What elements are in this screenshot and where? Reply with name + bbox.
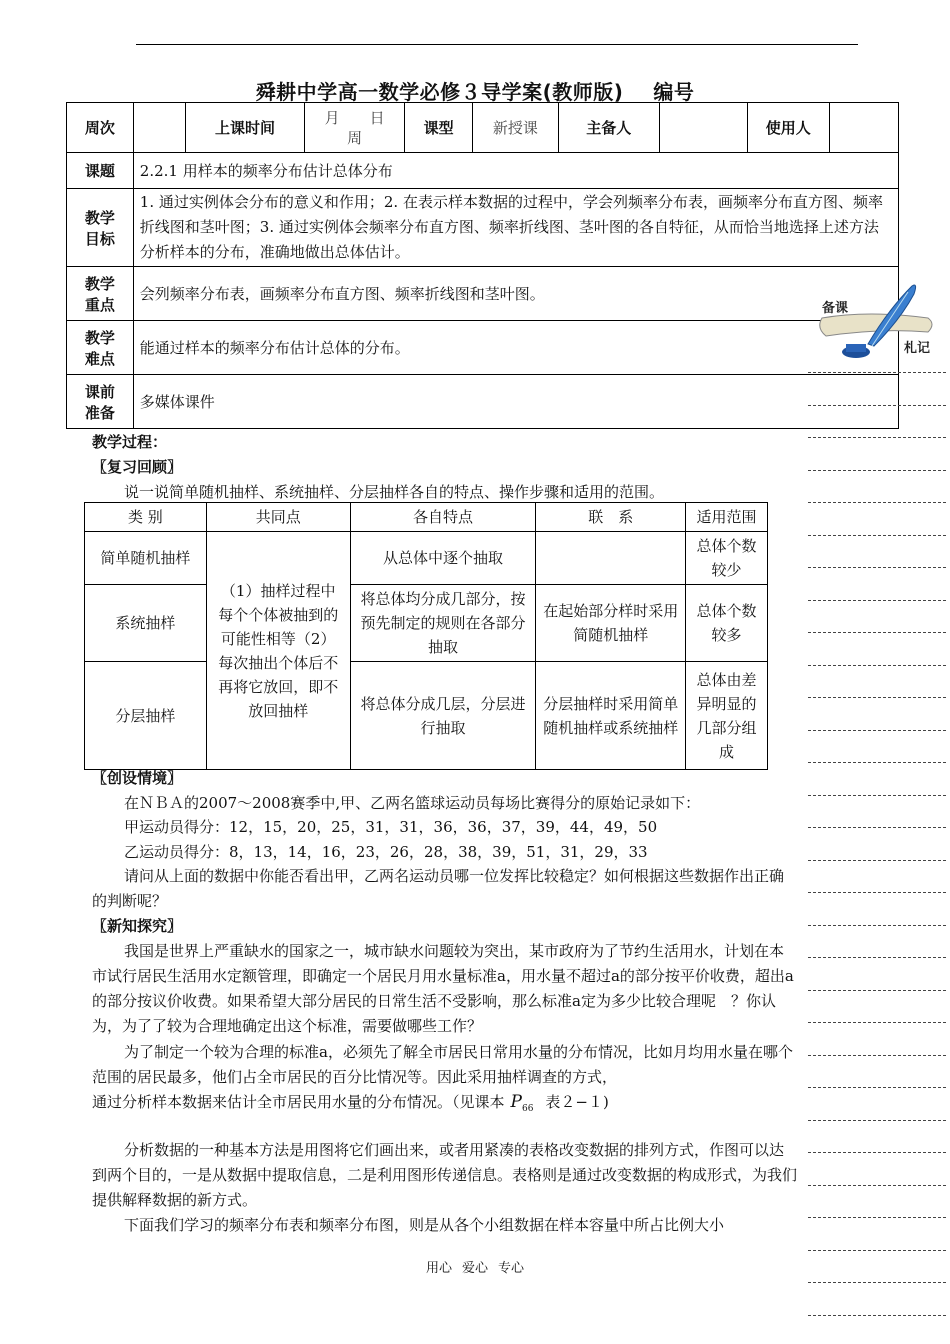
- row-kind: 系统抽样: [85, 585, 207, 662]
- note-line: [808, 1217, 946, 1218]
- note-line: [808, 1055, 946, 1056]
- row-kind: 分层抽样: [85, 662, 207, 770]
- scenario-question: 请问从上面的数据中你能否看出甲，乙两名运动员哪一位发挥比较稳定？如何根据这些数据作出正确的判断呢？: [92, 867, 785, 910]
- goal-label-line2: 目标: [84, 229, 115, 248]
- difficulty-label-line2: 难点: [84, 349, 115, 368]
- header-rule: [136, 44, 858, 45]
- notes-logo: [808, 280, 946, 370]
- note-line: [808, 990, 946, 991]
- explore-p2b-text: 通过分析样本数据来估计全市居民用水量的分布情况。（见课本: [92, 1093, 505, 1111]
- col-header-feature: 各自特点: [350, 503, 536, 532]
- note-line: [808, 632, 946, 633]
- number-label: 编号: [653, 80, 695, 104]
- difficulty-value: 能通过样本的频率分布估计总体的分布。: [133, 321, 898, 375]
- footer-word-2: 爱心: [461, 1261, 488, 1276]
- logo-text-1: 备课: [822, 301, 849, 316]
- scores-jia: 甲运动员得分：12，15，20，25，31，31，36，36，37，39，44，49，50: [124, 818, 658, 836]
- preparer-value: [659, 103, 747, 153]
- note-line: [808, 762, 946, 763]
- row-feature: 将总体分成几层，分层进行抽取: [350, 662, 536, 770]
- page-title: [0, 76, 950, 105]
- note-line: [808, 795, 946, 796]
- row-feature: 从总体中逐个抽取: [350, 532, 536, 585]
- key-label-line2: 重点: [84, 295, 115, 314]
- page-number: 66: [521, 1104, 534, 1114]
- row-scope: 总体个数较少: [686, 532, 768, 585]
- note-line: [808, 1152, 946, 1153]
- explore-p1: 我国是世界上严重缺水的国家之一，城市缺水问题较为突出，某市政府为了节约生活用水，计划在本市试行居民生活用水定额管理，即确定一个居民月用水量标准a，用水量不超过a的部分按平价收费，超出a的部分按议价收费。如果希望大部分居民的日常生活不受影响，那么标准a定为多少比较合理呢 ？你认为，为了了较为合理地确定出这个标准，需要做哪些工作？: [92, 942, 794, 1035]
- time-value: [304, 103, 404, 153]
- row-link: 在起始部分样时采用简随机抽样: [536, 585, 686, 662]
- note-line: [808, 600, 946, 601]
- review-heading: 〖复习回顾〗: [92, 458, 183, 476]
- review-question: 说一说简单随机抽样、系统抽样、分层抽样各自的特点、操作步骤和适用的范围。: [124, 483, 665, 501]
- explore-p4: 下面我们学习的频率分布表和频率分布图，则是从各个小组数据在样本容量中所占比例大小: [124, 1216, 725, 1234]
- topic-label: 课题: [67, 153, 134, 189]
- note-line: [808, 860, 946, 861]
- row-scope: 总体个数较多: [686, 585, 768, 662]
- explore-p2a: 为了制定一个较为合理的标准a，必须先了解全市居民日常用水量的分布情况，比如月均用水量在哪个范围的居民最多，他们占全市居民的百分比情况等。因此采用抽样调查的方式，: [92, 1043, 793, 1086]
- lesson-info-table: [66, 102, 899, 429]
- note-line: [808, 535, 946, 536]
- note-line: [808, 1120, 946, 1121]
- row-link: 分层抽样时采用简单随机抽样或系统抽样: [536, 662, 686, 770]
- footer-word-1: 用心: [425, 1261, 452, 1276]
- preparer-label: 主备人: [558, 103, 659, 153]
- note-line: [808, 1250, 946, 1251]
- page-letter: P: [510, 1092, 522, 1112]
- note-line: [808, 730, 946, 731]
- note-line: [808, 1022, 946, 1023]
- time-month-day: 月 日: [324, 108, 385, 127]
- scenario-intro: 在ＮＢＡ的2007～2008赛季中,甲、乙两名篮球运动员每场比赛得分的原始记录如下：: [124, 794, 701, 812]
- title-text: 舜耕中学高一数学必修３导学案(教师版): [255, 80, 624, 104]
- prep-label-line2: 准备: [84, 403, 115, 422]
- prep-label: [67, 375, 134, 429]
- note-line: [808, 470, 946, 471]
- user-value: [830, 103, 899, 153]
- prep-value: 多媒体课件: [133, 375, 898, 429]
- key-label-line1: 教学: [84, 274, 115, 293]
- goal-label: [67, 189, 134, 267]
- time-week: 周: [347, 128, 363, 147]
- col-header-scope: 适用范围: [686, 503, 768, 532]
- note-line: [808, 437, 946, 438]
- row-kind: 简单随机抽样: [85, 532, 207, 585]
- col-header-common: 共同点: [206, 503, 350, 532]
- logo-text-2: 札记: [904, 341, 931, 356]
- note-line: [808, 502, 946, 503]
- note-line: [808, 957, 946, 958]
- explore-p3: 分析数据的一种基本方法是用图将它们画出来，或者用紧凑的表格改变数据的排列方式，作图可以达到两个目的，一是从数据中提取信息，二是利用图形传递信息。表格则是通过改变数据的构成形式，为我们提供解释数据的新方式。: [92, 1141, 798, 1209]
- note-line: [808, 405, 946, 406]
- note-line: [808, 1087, 946, 1088]
- note-line: [808, 827, 946, 828]
- week-value: [133, 103, 185, 153]
- key-label: [67, 267, 134, 321]
- goal-value: 1. 通过实例体会分布的意义和作用；2. 在表示样本数据的过程中，学会列频率分布表，画频率分布直方图、频率折线图和茎叶图；3. 通过实例体会频率分布直方图、频率折线图、茎叶图的各自特征，从而恰当地选择上述方法分析样本的分布，准确地做出总体估计。: [133, 189, 898, 267]
- footer-word-3: 专心: [498, 1261, 525, 1276]
- prep-label-line1: 课前: [84, 382, 115, 401]
- topic-value: 2.2.1 用样本的频率分布估计总体分布: [133, 153, 898, 189]
- difficulty-label-line1: 教学: [84, 328, 115, 347]
- note-line: [808, 1315, 946, 1316]
- note-line: [808, 697, 946, 698]
- col-header-kind: 类 别: [85, 503, 207, 532]
- explore-heading: 〖新知探究〗: [92, 917, 183, 935]
- col-header-link: 联 系: [536, 503, 686, 532]
- difficulty-label: [67, 321, 134, 375]
- common-cell: （1）抽样过程中每个个体被抽到的可能性相等（2）每次抽出个体后不再将它放回，即不放回抽样: [206, 532, 350, 770]
- user-label: 使用人: [747, 103, 829, 153]
- row-link: [536, 532, 686, 585]
- scenario-heading: 〖创设情境〗: [92, 769, 183, 787]
- note-line: [808, 1282, 946, 1283]
- note-line: [808, 665, 946, 666]
- note-line: [808, 372, 946, 373]
- row-scope: 总体由差异明显的几部分组成: [686, 662, 768, 770]
- type-label: 课型: [405, 103, 473, 153]
- time-label: 上课时间: [185, 103, 304, 153]
- table-ref: 表２−１): [545, 1093, 609, 1111]
- note-line: [808, 1185, 946, 1186]
- key-value: 会列频率分布表，画频率分布直方图、频率折线图和茎叶图。: [133, 267, 898, 321]
- goal-label-line1: 教学: [84, 208, 115, 227]
- process-heading: 教学过程：: [92, 433, 168, 451]
- row-feature: 将总体均分成几部分，按预先制定的规则在各部分抽取: [350, 585, 536, 662]
- type-value: 新授课: [473, 103, 559, 153]
- note-line: [808, 925, 946, 926]
- page-footer: [0, 1257, 950, 1276]
- explore-p2b: [92, 1090, 798, 1122]
- quill-icon: [808, 280, 946, 370]
- note-line: [808, 892, 946, 893]
- scores-yi: 乙运动员得分：8，13，14，16，23，26，28，38，39，51，31，29，33: [124, 843, 648, 861]
- note-line: [808, 567, 946, 568]
- week-label: 周次: [67, 103, 134, 153]
- sampling-comparison-table: [84, 502, 768, 770]
